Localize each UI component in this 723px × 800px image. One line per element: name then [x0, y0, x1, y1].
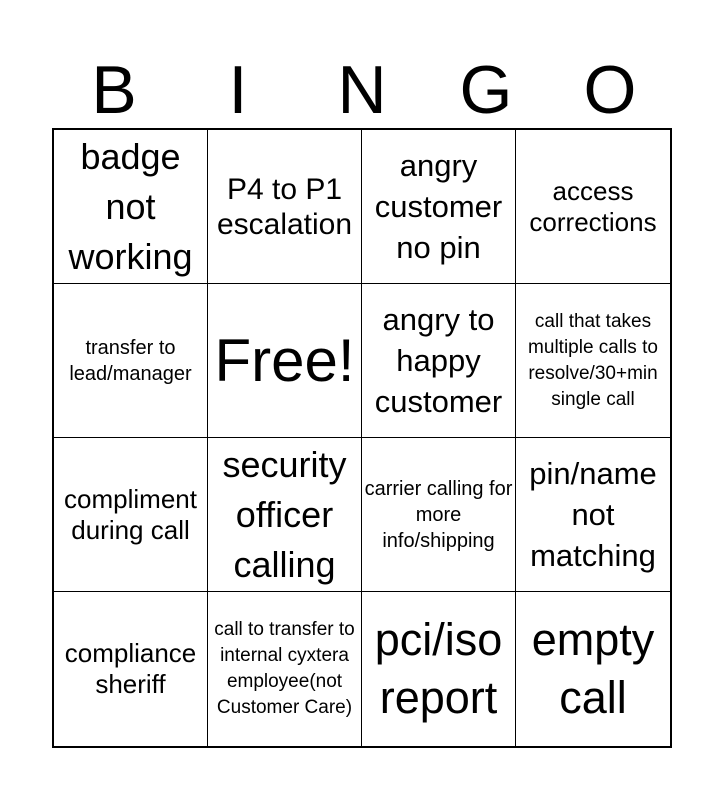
- bingo-cell-text: pin/name not matching: [529, 456, 657, 573]
- header-letter-g: G: [459, 52, 513, 128]
- bingo-cell-text: access corrections: [529, 175, 657, 237]
- bingo-cell-text: security officer calling: [222, 443, 347, 585]
- bingo-cell-text: angry to happy customer: [374, 302, 503, 419]
- bingo-cell-text: call that takes multiple calls to resolve/30+min single call: [528, 310, 658, 410]
- bingo-cell-4[interactable]: [516, 130, 670, 284]
- header-letter-o: O: [583, 52, 637, 128]
- bingo-cell-10[interactable]: [208, 438, 362, 592]
- header-letter-i: I: [228, 52, 248, 128]
- bingo-cell-9[interactable]: [54, 438, 208, 592]
- bingo-cell-text: carrier calling for more info/shipping: [364, 477, 513, 552]
- header-letter-b: B: [91, 52, 137, 128]
- bingo-cell-text: angry customer no pin: [374, 148, 503, 265]
- header-letter-n: N: [337, 52, 387, 128]
- bingo-cell-text: badge not working: [68, 135, 193, 277]
- bingo-cell-3[interactable]: [362, 130, 516, 284]
- bingo-header: [52, 52, 672, 128]
- bingo-cell-12[interactable]: [516, 438, 670, 592]
- bingo-cell-5[interactable]: [54, 284, 208, 438]
- bingo-cell-14[interactable]: [208, 592, 362, 746]
- bingo-cell-1[interactable]: [54, 130, 208, 284]
- bingo-cell-text: call to transfer to internal cyxtera employee(not Customer Care): [214, 619, 355, 718]
- bingo-cell-text: P4 to P1 escalation: [216, 172, 353, 241]
- bingo-cell-text: pci/iso report: [374, 614, 503, 723]
- bingo-cell-13[interactable]: [54, 592, 208, 746]
- bingo-cell-11[interactable]: [362, 438, 516, 592]
- bingo-cell-text: Free!: [214, 326, 355, 394]
- bingo-cell-16[interactable]: [516, 592, 670, 746]
- bingo-cell-text: empty call: [531, 614, 655, 723]
- bingo-cell-text: transfer to lead/manager: [69, 336, 192, 385]
- bingo-cell-7[interactable]: [362, 284, 516, 438]
- bingo-cell-2[interactable]: [208, 130, 362, 284]
- bingo-board: [52, 128, 672, 748]
- bingo-cell-text: compliment during call: [64, 483, 197, 545]
- bingo-cell-8[interactable]: [516, 284, 670, 438]
- bingo-cell-free[interactable]: [208, 284, 362, 438]
- bingo-cell-text: compliance sheriff: [64, 638, 197, 699]
- bingo-cell-15[interactable]: [362, 592, 516, 746]
